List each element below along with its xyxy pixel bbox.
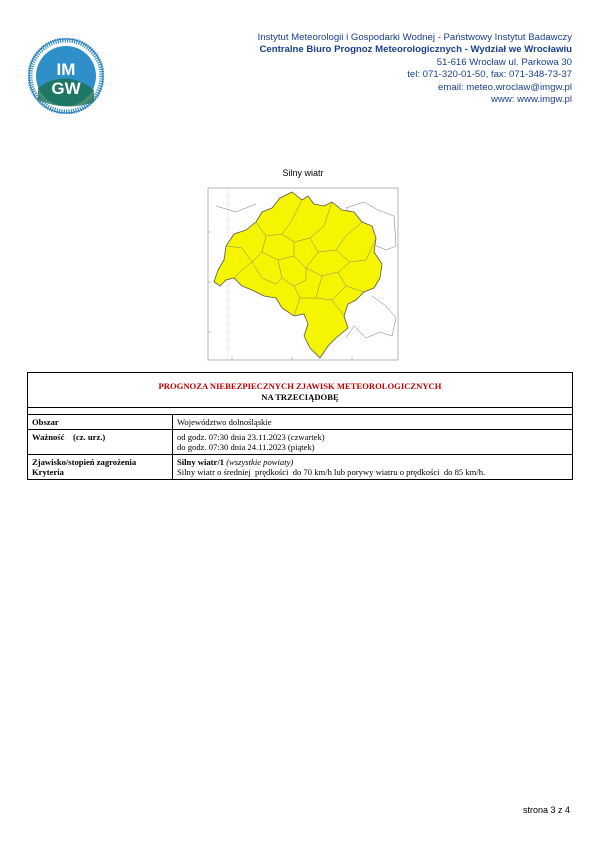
row-label-validity: Ważność (cz. urz.): [28, 430, 173, 455]
row-label-phenomenon: [28, 455, 173, 480]
phone-fax: tel: 071-320-01-50, fax: 071-348-73-37: [407, 69, 572, 81]
validity-to: do godz. 07:30 dnia 24.11.2023 (piątek): [177, 442, 315, 452]
area-value: Województwo dolnośląskie: [177, 417, 272, 427]
map-title: Silny wiatr: [282, 168, 324, 178]
logo-text-top: IM: [56, 60, 76, 79]
table-row: [28, 455, 573, 480]
website: www: www.imgw.pl: [490, 94, 572, 106]
row-label-area: Obszar: [28, 415, 173, 430]
imgw-logo-icon: [28, 38, 104, 114]
phenomenon-name: Silny wiatr/1: [177, 457, 225, 467]
phenomenon-scope: (wszystkie powiaty): [226, 457, 294, 467]
address: 51-616 Wrocław ul. Parkowa 30: [436, 56, 572, 68]
row-value-validity: [173, 430, 573, 455]
row-value-area: [173, 415, 573, 430]
department-name: Centralne Biuro Prognoz Meteorologicznych - Wydział we Wrocławiu: [259, 44, 572, 56]
email: email: meteo.wroclaw@imgw.pl: [438, 81, 572, 93]
table-row: [28, 430, 573, 455]
criteria-label: Kryteria: [32, 467, 64, 477]
institute-header: [258, 32, 572, 106]
map-of-dolnoslaskie-icon: [196, 186, 410, 366]
institute-name: Instytut Meteorologii i Gospodarki Wodnej - Państwowy Instytut Badawczy: [257, 32, 572, 43]
row-value-phenomenon: [173, 455, 573, 480]
phenomenon-label: Zjawisko/stopień zagrożenia: [32, 457, 137, 467]
validity-from: od godz. 07:30 dnia 23.11.2023 (czwartek): [177, 432, 325, 442]
warning-table: [27, 372, 573, 480]
table-subheading: NA TRZECIĄDOBĘ: [261, 392, 339, 402]
page-number: strona 3 z 4: [522, 805, 570, 815]
table-row: [28, 415, 573, 430]
criteria-text: Silny wiatr o średniej prędkości do 70 km/h lub porywy wiatru o prędkości do 85 km/h.: [177, 467, 486, 477]
table-heading: PROGNOZA NIEBEZPIECZNYCH ZJAWISK METEOROLOGICZNYCH: [158, 381, 442, 391]
warning-map: [196, 168, 410, 366]
logo-text-bottom: GW: [51, 79, 81, 98]
table-heading-cell: [28, 373, 573, 408]
